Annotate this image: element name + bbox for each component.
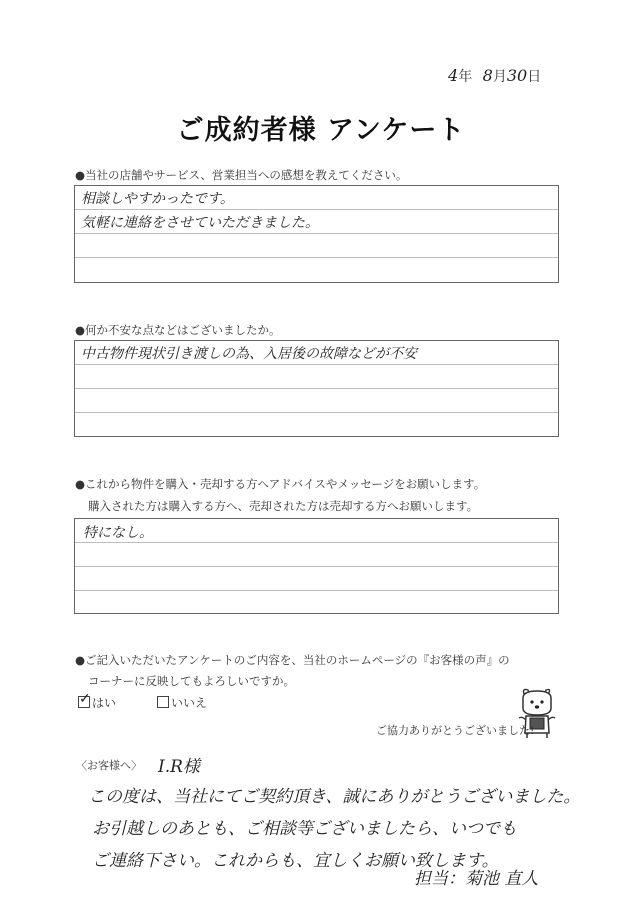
question-1-text: ●当社の店舗やサービス、営業担当への感想を教えてください。 xyxy=(75,168,408,182)
signature: 担当：菊池 直人 xyxy=(414,869,539,889)
date-year-unit: 年 xyxy=(458,69,473,85)
survey-date xyxy=(448,66,541,86)
reply-line-2: お引越しのあとも、ご相談等ございましたら、いつでも xyxy=(92,819,517,839)
reply-line-3: ご連絡下さい。これからも、宜しくお願い致します。 xyxy=(92,851,499,871)
question-3-text: ●これから物件を購入・売却する方へアドバイスやメッセージをお願いします。 xyxy=(75,477,486,491)
option-no-label: いいえ xyxy=(171,696,208,710)
date-day: 30 xyxy=(506,66,528,85)
reply-label: 〈お客様へ〉 xyxy=(76,759,142,772)
answer-box-3 xyxy=(74,518,559,614)
no-checkbox[interactable] xyxy=(157,696,169,708)
answer-1-line-1: 相談しやすかったです。 xyxy=(81,191,234,207)
thanks-message: ご協力ありがとうございました! xyxy=(376,724,535,737)
question-3-subtext: 購入された方は購入する方へ、売却された方は売却する方へお願いします。 xyxy=(88,499,479,513)
answer-3-line-1: 特になし。 xyxy=(83,525,153,541)
date-month-unit: 月 xyxy=(492,69,507,85)
option-yes[interactable] xyxy=(78,691,117,711)
date-day-unit: 日 xyxy=(527,69,542,85)
date-month: 8 xyxy=(482,66,493,85)
answer-2-line-1: 中古物件現状引き渡しの為、入居後の故障などが不安 xyxy=(81,346,417,362)
reply-line-1: この度は、当社にてご契約頂き、誠にありがとうございました。 xyxy=(88,787,581,807)
question-2-text: ●何か不安な点などはございましたか。 xyxy=(75,323,281,337)
option-yes-label: はい xyxy=(92,696,117,710)
customer-name: I.R様 xyxy=(158,757,200,777)
date-year: 4 xyxy=(448,66,459,85)
yes-check-mark: ✓ xyxy=(79,691,91,707)
yes-checkbox[interactable] xyxy=(78,691,91,708)
answer-box-1 xyxy=(74,185,559,283)
publish-question-line-1: ●ご記入いただいたアンケートのご内容を、当社のホームページの『お客様の声』の xyxy=(75,653,510,667)
publish-question-line-2: コーナーに反映してもよろしいですか。 xyxy=(88,674,295,688)
answer-box-2 xyxy=(74,340,559,437)
answer-1-line-2: 気軽に連絡をさせていただきました。 xyxy=(81,215,319,231)
page-title: ご成約者様 アンケート xyxy=(176,115,466,146)
option-no[interactable] xyxy=(157,694,207,711)
